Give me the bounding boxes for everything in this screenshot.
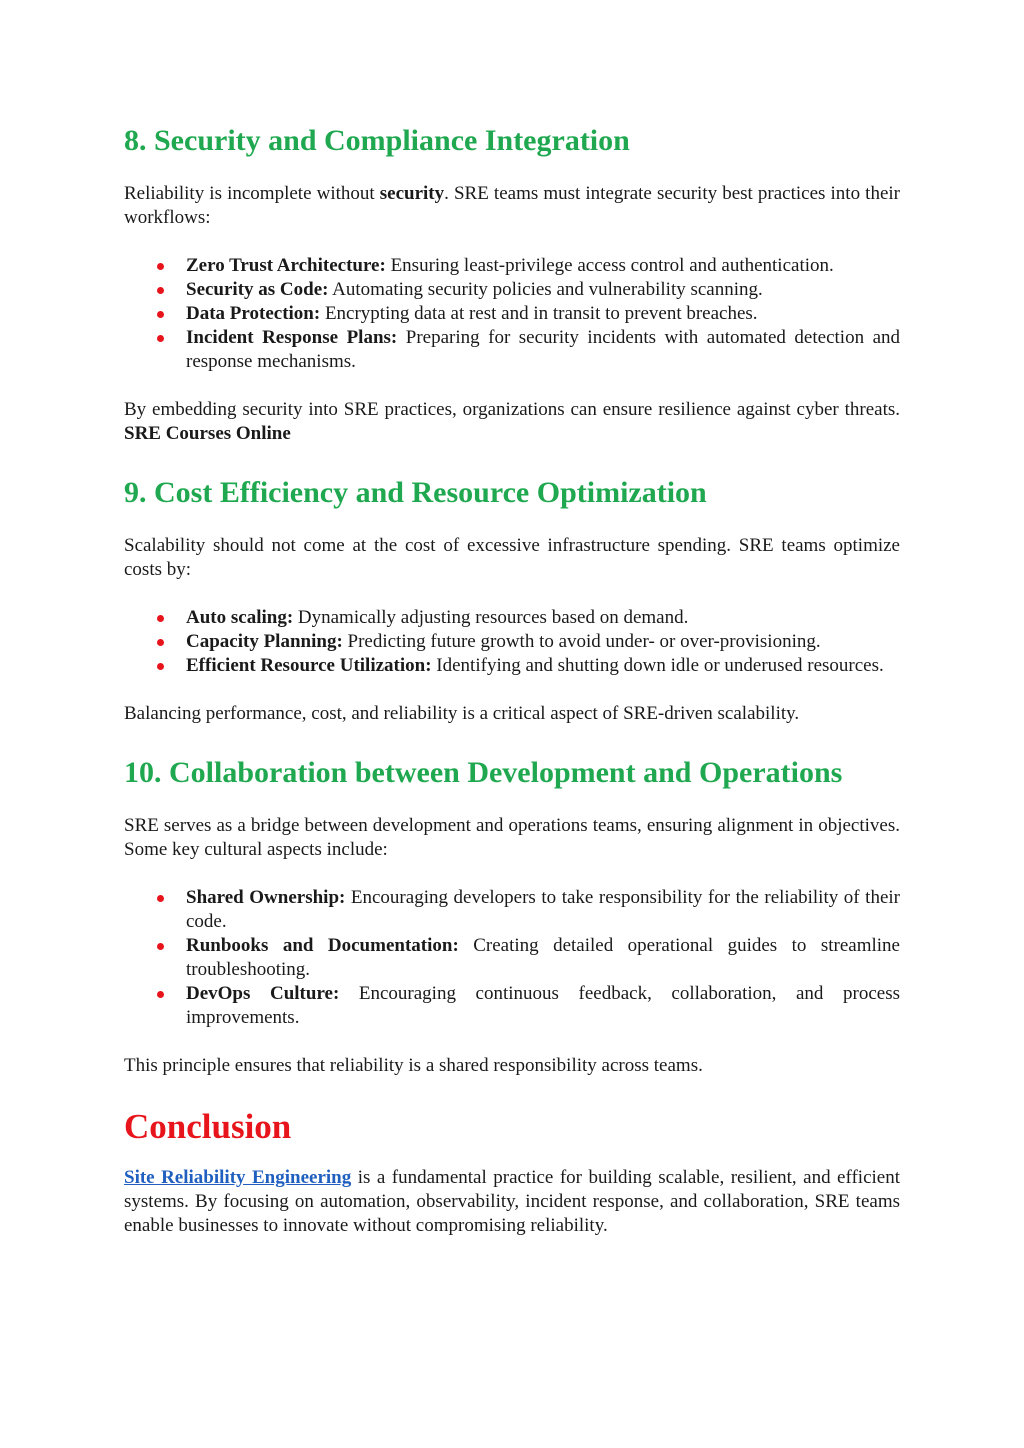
bullet-term: Shared Ownership: (186, 887, 346, 908)
bullet-text: Preparing for security incidents with automated detection and response mechanisms. (186, 327, 900, 372)
intro-text: Reliability is incomplete without (124, 183, 380, 204)
list-item (124, 326, 900, 374)
bullet-text: Encrypting data at rest and in transit to prevent breaches. (320, 303, 758, 324)
bullet-term: Incident Response Plans: (186, 327, 398, 348)
section-intro: Scalability should not come at the cost of excessive infrastructure spending. SRE teams optimize costs by: (124, 535, 900, 580)
section-intro: SRE serves as a bridge between development and operations teams, ensuring alignment in objectives. Some key cultural aspects include: (124, 815, 900, 860)
list-item (124, 606, 900, 630)
bullet-term: Auto scaling: (186, 607, 294, 628)
bullet-term: Efficient Resource Utilization: (186, 655, 432, 676)
bullet-text: Creating detailed operational guides to streamline troubleshooting. (186, 935, 900, 980)
bullet-text: Dynamically adjusting resources based on demand. (293, 607, 689, 628)
bullet-text: Automating security policies and vulnerability scanning. (328, 279, 763, 300)
list-item (124, 934, 900, 982)
section-cost-efficiency (124, 470, 900, 726)
bullet-term: Zero Trust Architecture: (186, 255, 386, 276)
bullet-icon (155, 886, 165, 910)
bullet-text: Encouraging developers to take responsibility for the reliability of their code. (186, 887, 900, 932)
bullet-term: Data Protection: (186, 303, 321, 324)
bullet-icon (155, 278, 165, 302)
bullet-icon (155, 630, 165, 654)
bullet-icon (155, 934, 165, 958)
outro-text: By embedding security into SRE practices, organizations can ensure resilience against cyber threats. (124, 399, 900, 420)
list-item (124, 630, 900, 654)
list-item (124, 886, 900, 934)
bullet-list (124, 254, 900, 374)
bullet-icon (155, 302, 165, 326)
list-item (124, 278, 900, 302)
bullet-icon (155, 254, 165, 278)
sre-link[interactable]: Site Reliability Engineering (124, 1167, 352, 1188)
bullet-term: Capacity Planning: (186, 631, 343, 652)
section-outro: Balancing performance, cost, and reliability is a critical aspect of SRE-driven scalability. (124, 703, 800, 724)
section-intro (124, 182, 900, 230)
bullet-icon (155, 654, 165, 678)
bullet-icon (155, 606, 165, 630)
section-heading: 9. Cost Efficiency and Resource Optimization (124, 476, 707, 509)
document-page (124, 118, 900, 1262)
bullet-icon (155, 326, 165, 350)
list-item (124, 254, 900, 278)
conclusion-heading: Conclusion (124, 1107, 292, 1146)
bullet-term: Runbooks and Documentation: (186, 935, 459, 956)
list-item (124, 654, 900, 678)
section-outro: This principle ensures that reliability is a shared responsibility across teams. (124, 1055, 703, 1076)
bullet-text: Predicting future growth to avoid under- or over-provisioning. (342, 631, 821, 652)
bullet-text: Ensuring least-privilege access control and authentication. (385, 255, 834, 276)
section-heading: 8. Security and Compliance Integration (124, 124, 630, 157)
conclusion-text (124, 1166, 900, 1238)
intro-text-continued: . SRE teams must integrate security best practices into their workflows: (124, 183, 901, 228)
section-collaboration (124, 750, 900, 1078)
bullet-icon (155, 982, 165, 1006)
section-security (124, 118, 900, 446)
bullet-list (124, 606, 900, 678)
section-heading: 10. Collaboration between Development and Operations (124, 756, 843, 789)
outro-bold-text: SRE Courses Online (124, 423, 291, 444)
list-item (124, 302, 900, 326)
list-item (124, 982, 900, 1030)
bullet-term: Security as Code: (186, 279, 329, 300)
section-outro (124, 398, 900, 446)
bullet-text: Identifying and shutting down idle or underused resources. (431, 655, 884, 676)
section-conclusion (124, 1102, 900, 1238)
conclusion-body: is a fundamental practice for building scalable, resilient, and efficient systems. By focusing on automation, observability, incident response, and collaboration, SRE teams enable businesses to innovate without compromising reliability. (124, 1167, 900, 1236)
bullet-term: DevOps Culture: (186, 983, 340, 1004)
bullet-list (124, 886, 900, 1030)
intro-bold-text: security (379, 183, 445, 204)
bullet-text: Encouraging continuous feedback, collaboration, and process improvements. (186, 983, 900, 1028)
